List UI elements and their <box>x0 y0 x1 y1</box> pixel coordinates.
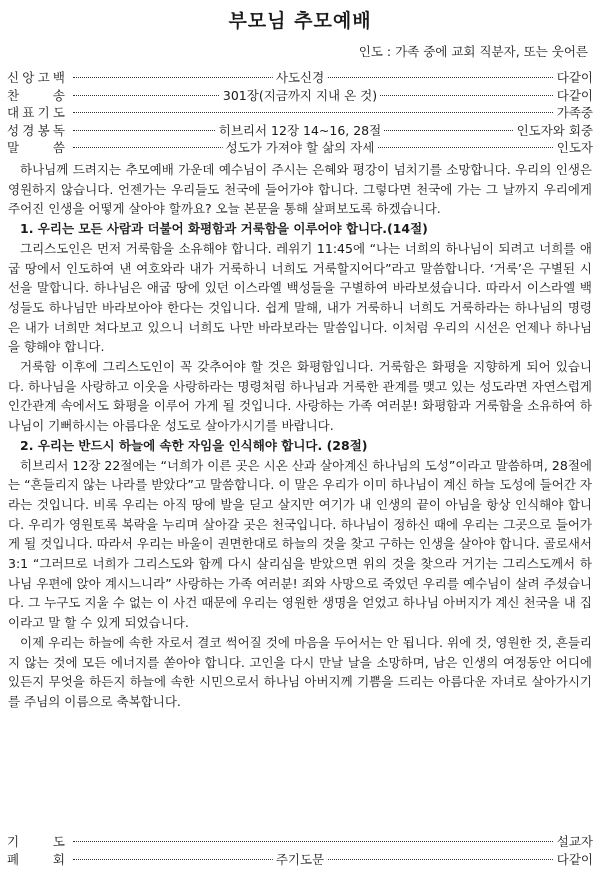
order-of-service <box>7 68 593 156</box>
label-char: 경 <box>22 122 35 138</box>
label-char: 회 <box>52 851 65 867</box>
label-char: 성 <box>7 122 20 138</box>
label-char: 도 <box>52 105 65 120</box>
order-row <box>7 86 593 104</box>
page-title: 부모님 추모예배 <box>228 10 372 32</box>
order-item-participant: 가족중 <box>553 103 593 121</box>
label-char: 기 <box>7 834 20 849</box>
point1-heading: 1. 우리는 모든 사람과 더불어 화평함과 거룩함을 이루어야 합니다.(14절) <box>20 221 428 237</box>
order-item-label <box>7 832 65 850</box>
sermon-intro: 하나님께 드려지는 추모예배 가운데 예수님이 주시는 은혜와 평강이 넘치기를 소망합니다. 우리의 인생은 영원하지 않습니다. 언젠가는 우리들도 천국에 들어가야 합니다. 그렇다면 천국에 가는 그 날까지 우리에게 주어진 인생을 어떻게 살아야 할까요? 오늘 본문을 통해 살펴보도록 하겠습니다. <box>8 162 592 217</box>
order-item-participant: 인도자와 회중 <box>513 121 593 139</box>
label-char: 고 <box>37 70 50 85</box>
label-char: 앙 <box>22 70 35 85</box>
order-row <box>7 138 593 156</box>
order-item-label <box>7 121 65 139</box>
label-char: 말 <box>7 140 20 155</box>
sermon-body <box>8 160 592 712</box>
order-item-label <box>7 850 65 868</box>
order-item-content: 301장(지금까지 지내 온 것) <box>220 86 380 104</box>
order-item-label <box>7 103 65 121</box>
label-char: 대 <box>7 105 20 120</box>
dotted-leader <box>73 859 593 860</box>
point2-heading: 2. 우리는 반드시 하늘에 속한 자임을 인식해야 합니다. (28절) <box>20 437 368 453</box>
closing-order <box>7 832 593 867</box>
point2-paragraph-1: 히브리서 12장 22절에는 “너희가 이른 곳은 시온 산과 살아계신 하나님의 도성”이라고 말씀하며, 28절에는 “흔들리지 않는 나라를 받았다”고 말씀합니다. 이 말은 우리가 이미 하나님이 계신 하늘 도성에 들어간 자라는 것입니다. 비록 우리는 아직 땅에 발을 딛고 살지만 여기가 내 인생의 끝이 아님을 항상 인식해야 합니다. 우리가 영원토록 복락을 누리며 살아갈 곳은 천국입니다. 하나님이 정하신 때에 우리는 그곳으로 들어가게 될 것입니다. 따라서 우리는 바울이 권면한대로 하늘의 것을 찾고 구하는 인생을 살아야 합니다. 골로새서 3:1 “그러므로 너희가 그리스도와 함께 다시 살리심을 받았으면 위의 것을 찾으라 거기는 그리스도께서 하나님 우편에 앉아 계시느니라” 사랑하는 가족 여러분! 죄와 사망으로 죽었던 우리를 예수님이 살려 주셨습니다. 그 누구도 지울 수 없는 이 사건 때문에 우리는 영원한 생명을 얻었고 하나님 아버지가 계신 천국을 내 집이라고 말 할 수 있게 되었습니다. <box>8 457 592 631</box>
label-char: 기 <box>37 105 50 120</box>
leader-note: 인도 : 가족 중에 교회 직분자, 또는 웃어른 <box>358 44 588 59</box>
dotted-leader <box>73 112 593 113</box>
order-item-content: 히브리서 12장 14~16, 28절 <box>216 121 384 139</box>
label-char: 씀 <box>52 140 65 155</box>
label-char: 봉 <box>37 122 50 138</box>
order-item-participant: 다같이 <box>553 68 593 86</box>
order-row <box>7 103 593 121</box>
order-item-participant: 다같이 <box>553 86 593 104</box>
label-char: 신 <box>7 70 20 85</box>
order-item-content: 주기도문 <box>273 850 327 868</box>
label-char: 백 <box>52 70 65 85</box>
order-item-content: 성도가 가져야 할 삶의 자세 <box>223 138 378 156</box>
dotted-leader <box>73 841 593 842</box>
label-char: 폐 <box>7 851 20 867</box>
order-item-content: 사도신경 <box>273 68 327 86</box>
point2-paragraph-2: 이제 우리는 하늘에 속한 자로서 결코 썩어질 것에 마음을 두어서는 안 됩니다. 위에 것, 영원한 것, 흔들리지 않는 것에 모든 에너지를 쏟아야 합니다. 고인을 다시 만날 날을 소망하며, 남은 인생의 여정동안 어디에 있든지 무엇을 하든지 하늘에 속한 시민으로서 하나님 아버지께 기쁨을 드리는 아름다운 자녀로 살아가시기를 주님의 이름으로 축복합니다. <box>8 634 592 709</box>
order-item-label <box>7 68 65 86</box>
order-item-label <box>7 138 65 156</box>
order-row <box>7 850 593 868</box>
label-char: 표 <box>22 105 35 120</box>
order-item-participant: 다같이 <box>553 850 593 868</box>
label-char: 찬 <box>7 87 20 103</box>
order-row <box>7 832 593 850</box>
order-item-participant: 인도자 <box>553 138 593 156</box>
order-row <box>7 68 593 86</box>
order-item-participant: 설교자 <box>553 832 593 850</box>
label-char: 독 <box>52 122 65 138</box>
dotted-leader <box>73 77 593 78</box>
point1-paragraph-2: 거룩함 이후에 그리스도인이 꼭 갖추어야 할 것은 화평함입니다. 거룩함은 화평을 지향하게 되어 있습니다. 하나님을 사랑하고 이웃을 사랑하라는 명령처럼 하나님과 거룩한 관계를 맺고 있는 성도라면 자연스럽게 인간관계 속에서도 화평을 이루어 가게 될 것입니다. 사랑하는 가족 여러분! 화평함과 거룩함을 소유하여 하나님이 기뻐하시는 아름다운 성도로 살아가시기를 바랍니다. <box>8 359 592 434</box>
point1-paragraph-1: 그리스도인은 먼저 거룩함을 소유해야 합니다. 레위기 11:45에 “나는 너희의 하나님이 되려고 너희를 애굽 땅에서 인도하여 낸 여호와라 내가 거룩하니 너희도 거룩할지어다”라고 말씀합니다. ‘거룩’은 구별된 시선을 말합니다. 하나님은 애굽 땅에 있던 이스라엘 백성들을 구별하여 바라보셨습니다. 따라서 이스라엘 백성들도 하나님만 바라보아야 한다는 것입니다. 쉽게 말해, 내가 거룩하니 너희도 거룩하라는 하나님의 명령은 내가 너희만 쳐다보고 있으니 너희도 나만 바라보라는 말씀입니다. 이처럼 우리의 시선은 언제나 하나님을 향해야 합니다. <box>8 240 592 355</box>
order-item-label <box>7 86 65 104</box>
order-row <box>7 121 593 139</box>
label-char: 송 <box>52 87 65 103</box>
label-char: 도 <box>52 834 65 849</box>
